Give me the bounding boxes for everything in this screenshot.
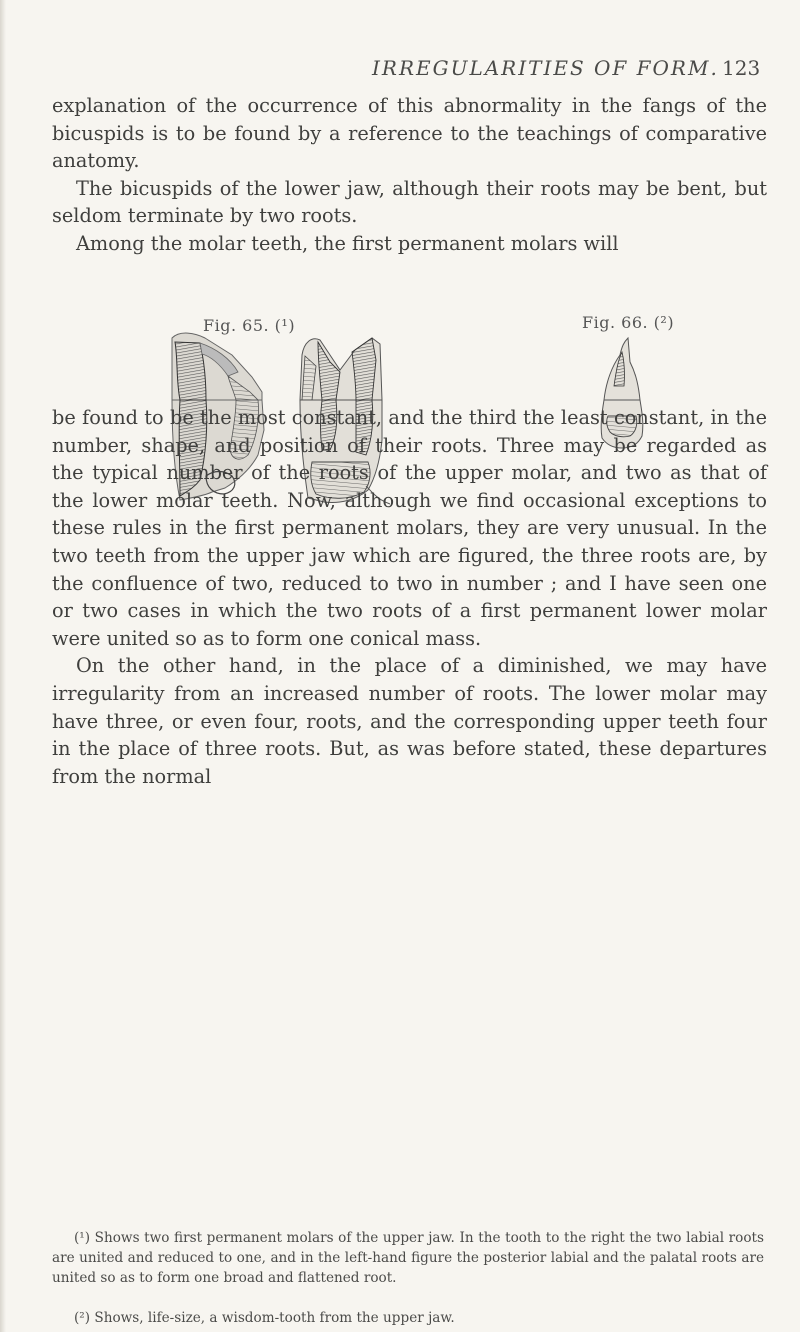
footnote-1: (¹) Shows two first permanent molars of the upper jaw. In the tooth to the right the two labial roots are united and reduced to one, and in the left-hand figure the posterior labial and the palatal roots are united so as to form one broad and flattened root. xyxy=(52,1230,764,1286)
body-text-bottom xyxy=(52,404,767,790)
figure-65-caption: Fig. 65. (¹) xyxy=(203,316,296,335)
paragraph-3-start: Among the molar teeth, the first permanent molars will xyxy=(76,231,619,255)
fig65-left-molar-image xyxy=(172,333,262,400)
paragraph-3-continued: be found to be the most constant, and the third the least constant, in the number, shape, and position of their roots. Three may be regarded as the typical number of the roots of the upper molar, and two as that of the lower molar teeth. Now, although we find occasional exceptions to these rules in the first permanent molars, they are very unusual. In the two teeth from the upper jaw which are figured, the three roots are, by the confluence of two, reduced to two in number ; and I have seen one or two cases in which the two roots of a first permanent lower molar were united so as to form one conical mass. xyxy=(52,406,767,650)
fig65-right-molar-image xyxy=(300,338,382,400)
paragraph-4: On the other hand, in the place of a diminished, we may have irregularity from an increased number of roots. The lower molar may have three, or even four, roots, and the corresponding upper teeth four in the place of three roots. But, as was before stated, these departures from the normal xyxy=(52,654,767,788)
paragraph-1: explanation of the occurrence of this abnormality in the fangs of the bicuspids is to be found by a reference to the teachings of comparative anatomy. xyxy=(52,94,767,173)
fig66-wisdom-tooth-image xyxy=(604,338,640,400)
tooth-figures xyxy=(0,0,800,400)
paragraph-2: The bicuspids of the lower jaw, although their roots may be bent, but seldom terminate by two roots. xyxy=(52,176,767,228)
running-title: IRREGULARITIES OF FORM. xyxy=(372,56,719,80)
footnote-2: (²) Shows, life-size, a wisdom-tooth from the upper jaw. xyxy=(74,1310,455,1326)
page-number: 123 xyxy=(722,56,761,80)
figure-66-caption: Fig. 66. (²) xyxy=(582,313,675,332)
